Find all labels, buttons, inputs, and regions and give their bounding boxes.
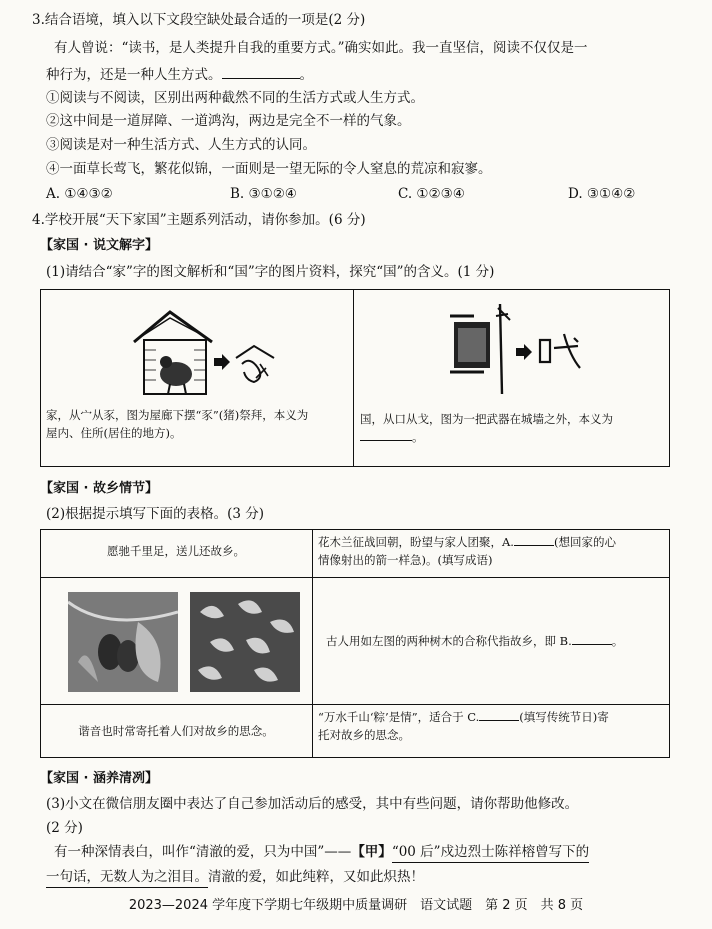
page-footer: 2023—2024 学年度下学期七年级期中质量调研 语文试题 第 2 页 共 8 页 (128, 898, 584, 913)
jia-character-illustration (130, 306, 280, 398)
table-row-divider-1 (40, 577, 670, 578)
q3-option-d[interactable]: D. ③①④② (568, 186, 636, 202)
catalpa-tree-photo (190, 592, 300, 692)
q3-item-1: ①阅读与不阅读，区别出两种截然不同的生活方式或人生方式。 (46, 90, 424, 106)
table-row3-right: “万水千山‘粽’是情”，适合于 C. (填写传统节日)寄 托对故乡的思念。 (318, 710, 609, 743)
q3-passage-line2: 种行为，还是一种人生方式。 。 (46, 67, 313, 83)
blank-b[interactable] (572, 632, 612, 645)
q3-option-b[interactable]: B. ③①②④ (230, 186, 297, 202)
table-row1-left: 愿驰千里足，送儿还故乡。 (107, 544, 245, 558)
marker-jia: 【甲】 (351, 844, 392, 860)
blank-a[interactable] (514, 533, 554, 546)
q3-answer-blank[interactable] (222, 66, 300, 79)
weixin-paragraph-line2: 一句话，无数人为之泪目。清澈的爱，如此纯粹，又如此炽热！ (46, 869, 424, 885)
table-row-divider-2 (40, 704, 670, 705)
q3-passage-line1: 有人曾说：“读书，是人类提升自我的重要方式。”确实如此。我一直坚信，阅读不仅仅是一 (54, 40, 588, 56)
jia-explanation: 家，从宀从豕，图为屋廊下摆“豕”(猪)祭拜，本义为 屋内、住所(居住的地方)。 (46, 408, 309, 441)
q3-item-2: ②这中间是一道屏障、一道鸿沟，两边是完全不一样的气象。 (46, 113, 411, 129)
table-row1-right: 花木兰征战回朝，盼望与家人团聚，A. (想回家的心 情像射出的箭一样急)。(填写成语) (318, 535, 616, 568)
table-row2-right: 古人用如左图的两种树木的合称代指故乡，即 B. 。 (326, 634, 624, 648)
blank-c[interactable] (479, 708, 519, 721)
q4-sub3-line2: (2 分) (46, 820, 83, 836)
q4-sub1: (1)请结合“家”字的图文解析和“国”字的图片资料，探究“国”的含义。(1 分) (46, 264, 495, 280)
q4-sub2: (2)根据提示填写下面的表格。(3 分) (46, 506, 265, 522)
guo-character-illustration (440, 300, 590, 398)
q3-option-a[interactable]: A. ①④③② (46, 186, 113, 202)
q3-item-3: ③阅读是对一种生活方式、人生方式的认同。 (46, 137, 316, 153)
q3-option-c[interactable]: C. ①②③④ (398, 186, 465, 202)
q3-title: 3.结合语境，填入以下文段空缺处最合适的一项是(2 分) (32, 12, 366, 28)
guo-explanation: 国，从口从戈，图为一把武器在城墙之外，本义为 。 (360, 412, 613, 445)
q3-item-4: ④一面草长莺飞，繁花似锦，一面则是一望无际的令人窒息的荒凉和寂寥。 (46, 161, 492, 177)
box-divider (353, 289, 354, 467)
section-heading-guxiang: 【家国 · 故乡情节】 (40, 481, 158, 496)
q4-sub3-line1: (3)小文在微信朋友圈中表达了自己参加活动后的感受，其中有些问题，请你帮助他修改。 (46, 796, 579, 812)
weixin-paragraph-line1: 有一种深情表白，叫作“清澈的爱，只为中国”——【甲】“00 后”戍边烈士陈祥榕曾写下的 (54, 844, 589, 860)
table-col-divider (312, 529, 313, 758)
table-row3-left: 谐音也时常寄托着人们对故乡的思念。 (78, 724, 274, 738)
q4-title: 4.学校开展“天下家国”主题系列活动，请你参加。(6 分) (32, 212, 366, 228)
guo-meaning-blank[interactable] (360, 428, 412, 441)
mulberry-tree-photo (68, 592, 178, 692)
section-heading-hanyang: 【家国 · 涵养清冽】 (40, 771, 158, 786)
section-heading-shuowen: 【家国 · 说文解字】 (40, 238, 158, 253)
